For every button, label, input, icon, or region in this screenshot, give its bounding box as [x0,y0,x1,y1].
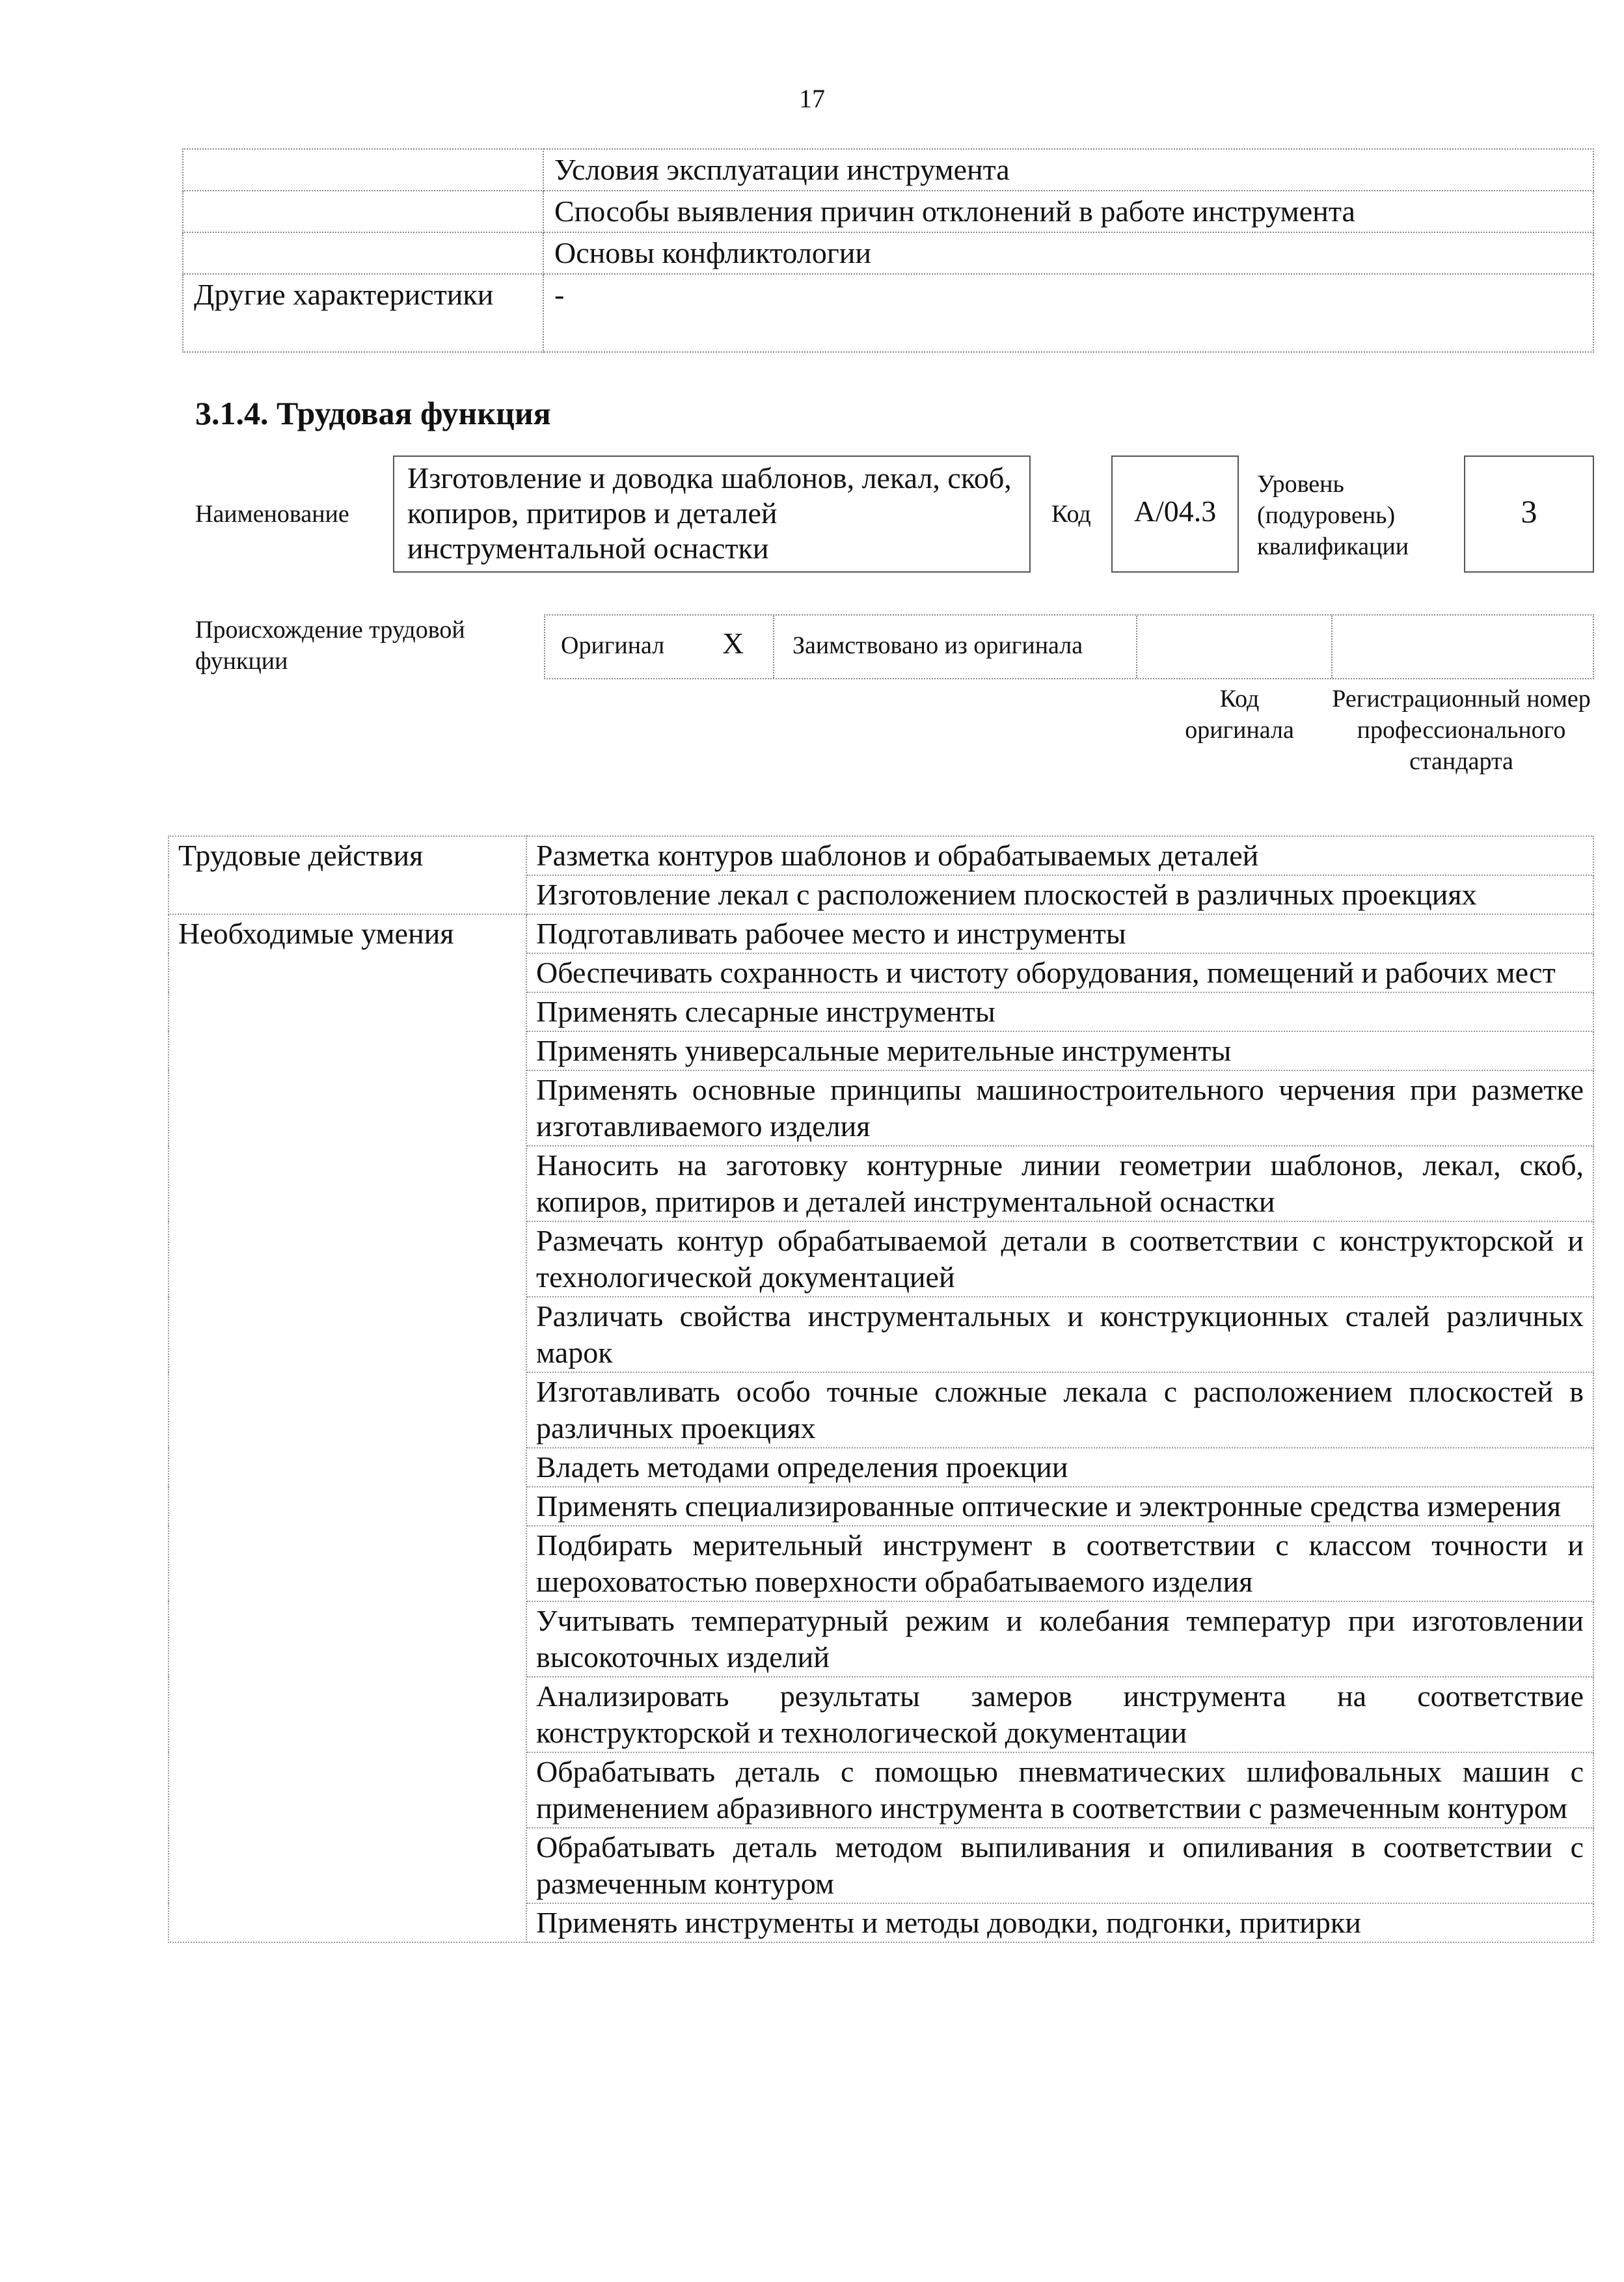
knowledge-item: Основы конфликтологии [543,232,1593,274]
divider [773,616,774,678]
code-label: Код [1051,500,1091,528]
empty-label-cell [183,149,543,191]
skill-item: Размечать контур обрабатываемой детали в соответствии с конструкторской и технологической документацией [526,1221,1593,1297]
origin-label: Происхождение трудовой функции [195,616,465,675]
skill-item: Применять основные принципы машиностроительного черчения при разметке изготавливаемого изделия [526,1070,1593,1146]
original-mark: Х [722,627,744,660]
original-code-caption: Код оригинала [1185,685,1294,744]
actions-label: Трудовые действия [169,836,526,914]
other-characteristics-label: Другие характеристики [183,274,543,352]
skill-item: Владеть методами определения проекции [526,1448,1593,1487]
code-box [1111,455,1239,573]
section-title: 3.1.4. Трудовая функция [195,395,551,431]
action-item: Изготовление лекал с расположением плоскостей в различных проекциях [526,875,1593,914]
function-name-box [393,455,1031,573]
skill-item: Применять инструменты и методы доводки, подгонки, притирки [526,1903,1593,1942]
empty-label-cell [183,232,543,274]
skill-item: Подготавливать рабочее место и инструменты [526,914,1593,953]
skill-item: Изготавливать особо точные сложные лекала с расположением плоскостей в различных проекциях [526,1372,1593,1448]
skill-item: Обрабатывать деталь с помощью пневматических шлифовальных машин с применением абразивного инструмента в соответствии с размеченным контуром [526,1752,1593,1828]
level-value: 3 [1521,493,1537,530]
skill-item: Различать свойства инструментальных и конструкционных сталей различных марок [526,1297,1593,1372]
skill-item: Анализировать результаты замеров инструмента на соответствие конструкторской и технологической документации [526,1677,1593,1752]
empty-label-cell [183,191,543,232]
divider [1136,616,1137,678]
skill-item: Учитывать температурный режим и колебания температур при изготовлении высокоточных изделий [526,1601,1593,1677]
skills-label: Необходимые умения [169,914,526,1942]
knowledge-item: Условия эксплуатации инструмента [543,149,1593,191]
other-characteristics-value: - [543,274,1593,352]
code-value: А/04.3 [1133,495,1217,528]
knowledge-table [182,148,1594,353]
level-label: Уровень (подуровень) квалификации [1257,470,1409,560]
name-label: Наименование [195,500,349,528]
skill-item: Применять слесарные инструменты [526,992,1593,1031]
function-name-value: Изготовление и доводка шаблонов, лекал, скоб, копиров, притиров и деталей инструментальной оснастки [407,461,1012,565]
borrowed-label: Заимствовано из оригинала [792,632,1083,659]
skill-item: Наносить на заготовку контурные линии геометрии шаблонов, лекал, скоб, копиров, притиров и деталей инструментальной оснастки [526,1146,1593,1221]
labor-function-table [168,835,1594,1943]
skill-item: Применять универсальные мерительные инструменты [526,1031,1593,1070]
level-box [1464,455,1594,573]
skill-item: Обрабатывать деталь методом выпиливания и опиливания в соответствии с размеченным контуром [526,1828,1593,1903]
skill-item: Применять специализированные оптические и электронные средства измерения [526,1487,1593,1526]
page-number: 17 [799,84,825,113]
action-item: Разметка контуров шаблонов и обрабатываемых деталей [526,836,1593,875]
divider [1331,616,1333,678]
registration-number-caption: Регистрационный номер профессионального стандарта [1332,685,1591,775]
knowledge-item: Способы выявления причин отклонений в работе инструмента [543,191,1593,232]
skill-item: Подбирать мерительный инструмент в соответствии с классом точности и шероховатостью поверхности обрабатываемого изделия [526,1526,1593,1601]
skill-item: Обеспечивать сохранность и чистоту оборудования, помещений и рабочих мест [526,953,1593,992]
original-label: Оригинал [561,632,665,659]
